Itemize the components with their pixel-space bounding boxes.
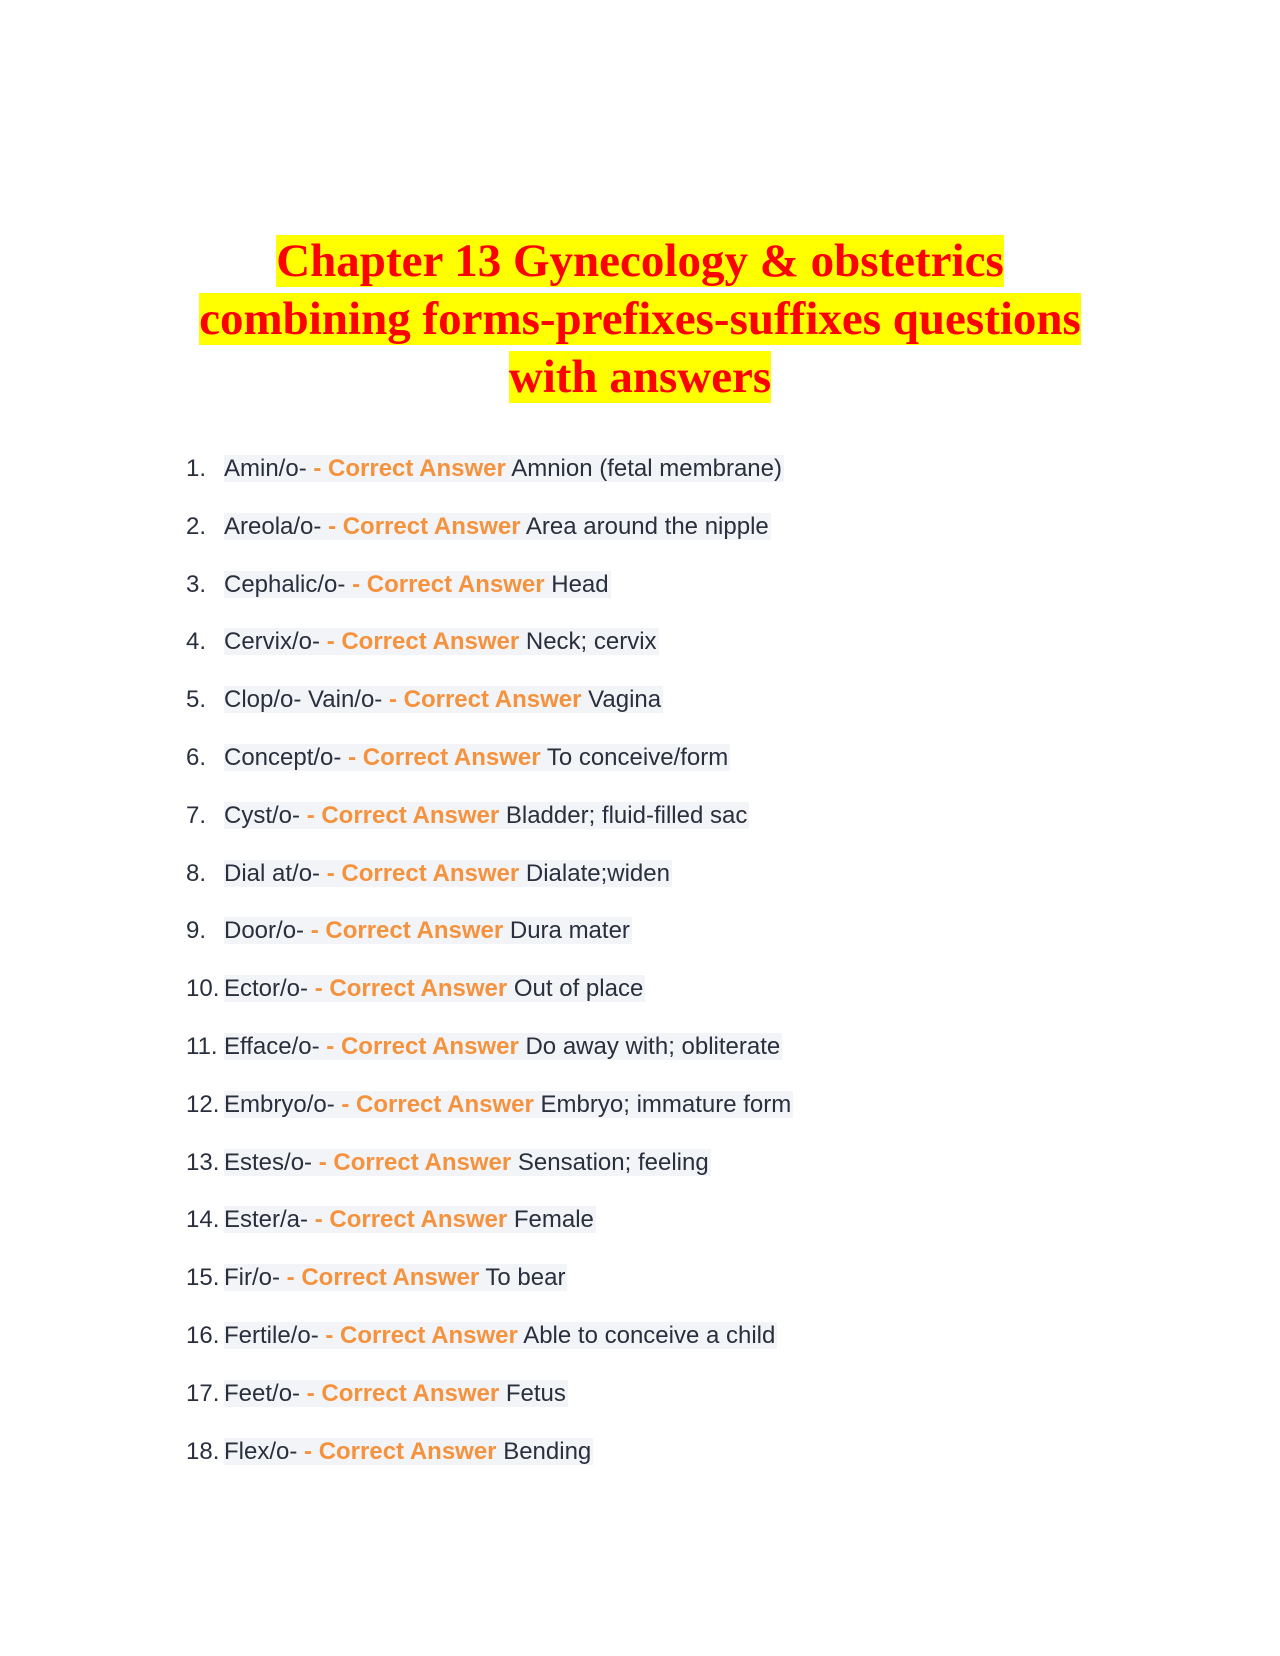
list-item xyxy=(186,1321,793,1379)
list-item-number: 14. xyxy=(186,1206,220,1234)
correct-answer-marker: - Correct Answer xyxy=(341,1090,534,1118)
correct-answer-marker: - Correct Answer xyxy=(325,1321,518,1349)
answer-text: Dialate;widen xyxy=(525,859,670,887)
term-text: Ector/o- xyxy=(224,975,309,1003)
list-item-number: 16. xyxy=(186,1321,220,1349)
answer-text: Sensation; feeling xyxy=(517,1148,709,1176)
list-item-number: 2. xyxy=(186,512,207,540)
answer-text: Area around the nipple xyxy=(525,512,769,540)
list-item-number: 4. xyxy=(186,628,207,656)
answer-text: To conceive/form xyxy=(546,743,729,771)
list-item xyxy=(186,512,793,570)
correct-answer-marker: - Correct Answer xyxy=(306,1379,500,1407)
answer-text: Head xyxy=(551,570,609,598)
correct-answer-marker: - Correct Answer xyxy=(304,1437,497,1465)
term-text: Cyst/o- xyxy=(224,801,301,829)
list-item xyxy=(186,1032,793,1090)
list-item-body xyxy=(224,1149,711,1176)
list-item-body xyxy=(224,860,672,887)
term-text: Clop/o- Vain/o- xyxy=(224,686,383,714)
list-item-body xyxy=(224,802,749,829)
list-item-number: 1. xyxy=(186,455,207,482)
list-item xyxy=(186,916,793,974)
term-text: Cervix/o- xyxy=(224,628,321,656)
title-line-1: Chapter 13 Gynecology & obstetrics xyxy=(276,235,1004,287)
term-text: Concept/o- xyxy=(224,743,342,771)
correct-answer-marker: - Correct Answer xyxy=(318,1148,512,1176)
answer-text: Bladder; fluid-filled sac xyxy=(505,801,748,829)
correct-answer-marker: - Correct Answer xyxy=(326,628,520,656)
correct-answer-marker: - Correct Answer xyxy=(328,512,521,540)
list-item-body xyxy=(224,1206,596,1233)
answer-text: To bear xyxy=(485,1264,566,1292)
term-text: Door/o- xyxy=(224,917,305,945)
answer-text: Dura mater xyxy=(509,917,630,945)
list-item xyxy=(186,1437,793,1495)
answer-text: Neck; cervix xyxy=(525,628,657,656)
list-item-number: 12. xyxy=(186,1090,220,1118)
list-item-body xyxy=(224,744,730,771)
term-text: Flex/o- xyxy=(224,1437,298,1465)
answer-text: Out of place xyxy=(513,975,644,1003)
list-item xyxy=(186,859,793,917)
list-item-number: 5. xyxy=(186,686,207,714)
correct-answer-marker: - Correct Answer xyxy=(310,917,504,945)
term-text: Fertile/o- xyxy=(224,1321,319,1349)
list-item-body xyxy=(224,1091,793,1118)
correct-answer-marker: - Correct Answer xyxy=(314,975,508,1003)
correct-answer-marker: - Correct Answer xyxy=(286,1264,480,1292)
list-item-body xyxy=(224,917,632,944)
list-item xyxy=(186,743,793,801)
list-item-body xyxy=(224,628,659,655)
correct-answer-marker: - Correct Answer xyxy=(326,859,520,887)
list-item-number: 3. xyxy=(186,570,207,598)
correct-answer-marker: - Correct Answer xyxy=(326,1032,519,1060)
list-item xyxy=(186,1090,793,1148)
title-line-2: combining forms-prefixes-suffixes questions xyxy=(199,293,1081,345)
list-item-body xyxy=(224,1380,568,1407)
list-item xyxy=(186,974,793,1032)
list-item-number: 8. xyxy=(186,859,207,887)
document-title-block xyxy=(160,232,1120,406)
list-item-number: 17. xyxy=(186,1379,220,1407)
correct-answer-marker: - Correct Answer xyxy=(306,801,500,829)
answer-text: Embryo; immature form xyxy=(540,1090,792,1118)
list-item xyxy=(186,1205,793,1263)
list-item-number: 15. xyxy=(186,1264,220,1292)
list-item-body xyxy=(224,455,784,482)
list-item-body xyxy=(224,1438,593,1465)
term-text: Embryo/o- xyxy=(224,1090,335,1118)
question-answer-list xyxy=(186,454,793,1494)
term-text: Amin/o- xyxy=(224,455,307,482)
correct-answer-marker: - Correct Answer xyxy=(314,1206,508,1234)
list-item-body xyxy=(224,571,611,598)
correct-answer-marker: - Correct Answer xyxy=(352,570,545,598)
answer-text: Amnion (fetal membrane) xyxy=(511,455,782,482)
list-item-body xyxy=(224,686,663,713)
list-item-number: 18. xyxy=(186,1437,220,1465)
document-title xyxy=(160,232,1120,406)
answer-text: Fetus xyxy=(505,1379,566,1407)
list-item xyxy=(186,454,793,512)
answer-text: Able to conceive a child xyxy=(523,1321,776,1349)
list-item-body xyxy=(224,1322,777,1349)
list-item xyxy=(186,685,793,743)
term-text: Efface/o- xyxy=(224,1032,320,1060)
correct-answer-marker: - Correct Answer xyxy=(388,686,582,714)
list-item xyxy=(186,1379,793,1437)
list-item-body xyxy=(224,513,771,540)
answer-text: Do away with; obliterate xyxy=(525,1032,781,1060)
list-item-number: 13. xyxy=(186,1148,220,1176)
list-item-number: 9. xyxy=(186,917,207,945)
correct-answer-marker: - Correct Answer xyxy=(348,743,541,771)
list-item-number: 7. xyxy=(186,801,207,829)
list-item-body xyxy=(224,975,645,1002)
list-item xyxy=(186,570,793,628)
term-text: Estes/o- xyxy=(224,1148,313,1176)
list-item xyxy=(186,1263,793,1321)
answer-text: Vagina xyxy=(588,686,662,714)
list-item xyxy=(186,627,793,685)
term-text: Cephalic/o- xyxy=(224,570,346,598)
term-text: Fir/o- xyxy=(224,1264,280,1292)
list-item-number: 11. xyxy=(186,1032,218,1060)
list-item-body xyxy=(224,1264,567,1291)
list-item xyxy=(186,1148,793,1206)
term-text: Ester/a- xyxy=(224,1206,309,1234)
correct-answer-marker: - Correct Answer xyxy=(313,455,506,482)
answer-text: Female xyxy=(513,1206,594,1234)
answer-text: Bending xyxy=(503,1437,592,1465)
list-item-number: 10. xyxy=(186,975,220,1003)
term-text: Feet/o- xyxy=(224,1379,301,1407)
term-text: Areola/o- xyxy=(224,512,322,540)
title-line-3: with answers xyxy=(508,351,772,403)
term-text: Dial at/o- xyxy=(224,859,321,887)
list-item-body xyxy=(224,1033,782,1060)
list-item-number: 6. xyxy=(186,743,207,771)
list-item xyxy=(186,801,793,859)
